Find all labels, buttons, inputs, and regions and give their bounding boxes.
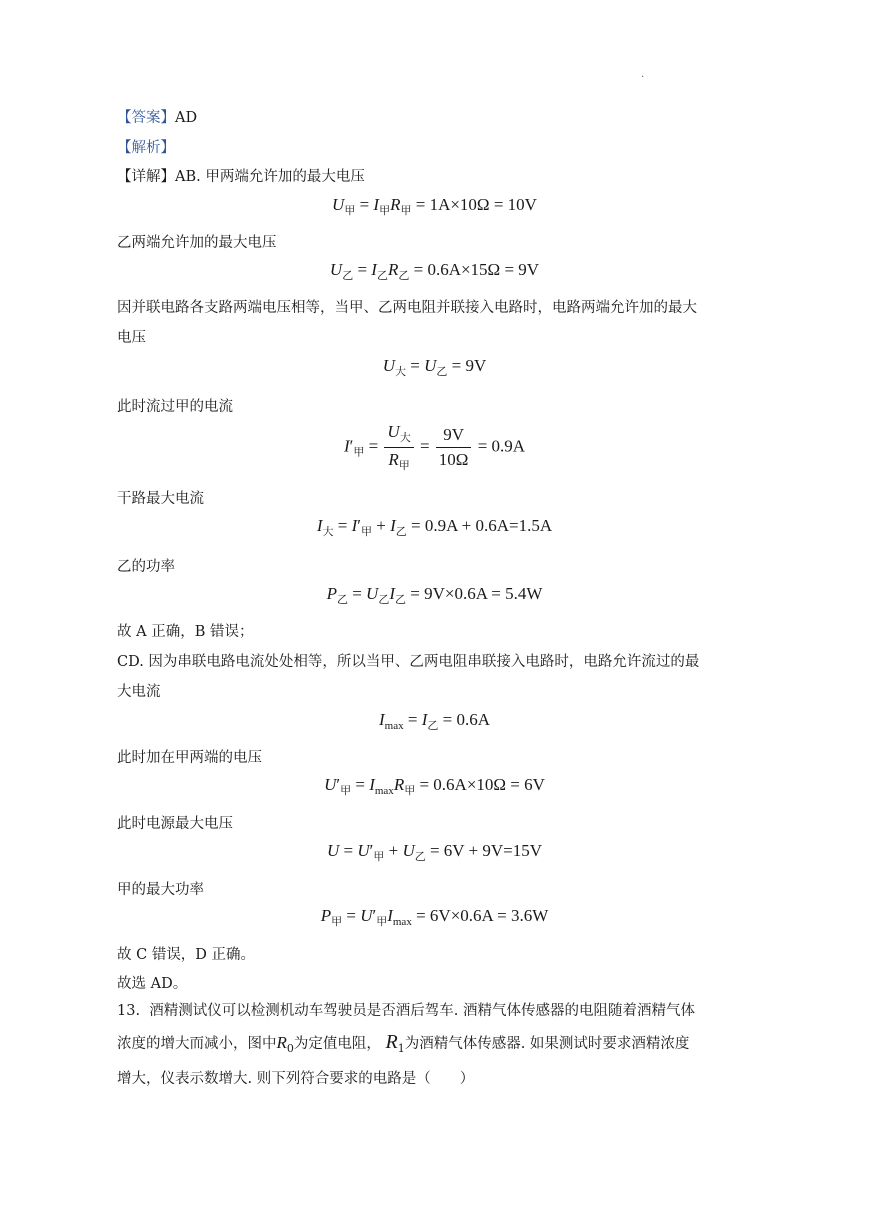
answer-line	[117, 106, 197, 127]
fraction-1: $\frac{U_大}{R_甲}$	[384, 422, 413, 473]
equation-2: $U_乙 = I_乙R_乙 = 0.6A\times 15\Omega = 9V$	[329, 260, 540, 282]
text-line-14: 故选 AD。	[117, 976, 188, 992]
equation-5: $I_大 = I'_甲 + I_乙 = 0.9A + 0.6A=1.5A$	[316, 516, 553, 538]
answer-value: AD	[175, 110, 198, 126]
text-line-6: 乙的功率	[117, 559, 175, 575]
question-line-3: 增大，仪表示数增大. 则下列符合要求的电路是（ ）	[117, 1071, 475, 1087]
answer-tag: 【答案】	[117, 110, 175, 126]
text-line-3: 电压	[117, 330, 146, 346]
text-line-5: 干路最大电流	[117, 491, 204, 507]
equation-3: $U_大 = U_乙 = 9V$	[382, 356, 487, 378]
text-line-4: 此时流过甲的电流	[117, 399, 233, 415]
equation-6: $P_乙 = U_乙I_乙 = 9V\times 0.6A = 5.4W$	[326, 584, 543, 606]
text-line-13: 故 C 错误，D 正确。	[117, 947, 256, 963]
detail-text: AB. 甲两端允许加的最大电压	[175, 169, 365, 185]
equation-4: $I'_甲$ = $\frac{U_大}{R_甲}$ = $\frac{9V}{10\Omega}$ = 0.9A	[343, 422, 526, 472]
text-line-11: 此时电源最大电压	[117, 816, 233, 832]
equation-7: $I_{max} = I_乙 = 0.6A$	[378, 710, 490, 732]
fraction-2: $\frac{9V}{10\Omega}$	[436, 425, 472, 470]
question-13	[117, 996, 757, 1095]
text-line-7: 故 A 正确，B 错误；	[117, 624, 254, 640]
header-mark: ·	[641, 72, 645, 83]
analysis-tag: 【解析】	[117, 140, 175, 156]
equation-10: $P_甲 = U'_甲I_{max} = 6V\times 0.6A = 3.6W$	[320, 906, 549, 928]
equation-8: $U'_甲 = I_{max}R_甲 = 0.6A\times 10\Omega = 6V$	[324, 775, 545, 797]
text-line-1: 乙两端允许加的最大电压	[117, 235, 277, 251]
question-line-1: 13. 酒精测试仪可以检测机动车驾驶员是否酒后驾车. 酒精气体传感器的电阻随着酒精气体	[117, 1003, 695, 1019]
question-number: 13.	[117, 1003, 141, 1019]
equation-1: $U_甲 = I_甲R_甲 = 1A\times 10\Omega = 10V$	[332, 195, 537, 217]
text-line-9: 大电流	[117, 684, 161, 700]
question-line-2: 浓度的增大而减小，图中$R_0$为定值电阻， $R_1$为酒精气体传感器. 如果测试时要求酒精浓度	[117, 1031, 690, 1055]
text-line-8: CD. 因为串联电路电流处处相等，所以当甲、乙两电阻串联接入电路时，电路允许流过的最	[117, 654, 700, 670]
detail-tag: 【详解】	[117, 169, 175, 185]
text-line-12: 甲的最大功率	[117, 882, 204, 898]
text-line-2: 因并联电路各支路两端电压相等，当甲、乙两电阻并联接入电路时，电路两端允许加的最大	[117, 300, 697, 316]
equation-9: $U = U'_甲 + U_乙 = 6V + 9V=15V$	[326, 841, 543, 863]
text-line-10: 此时加在甲两端的电压	[117, 750, 262, 766]
detail-line	[117, 165, 365, 186]
